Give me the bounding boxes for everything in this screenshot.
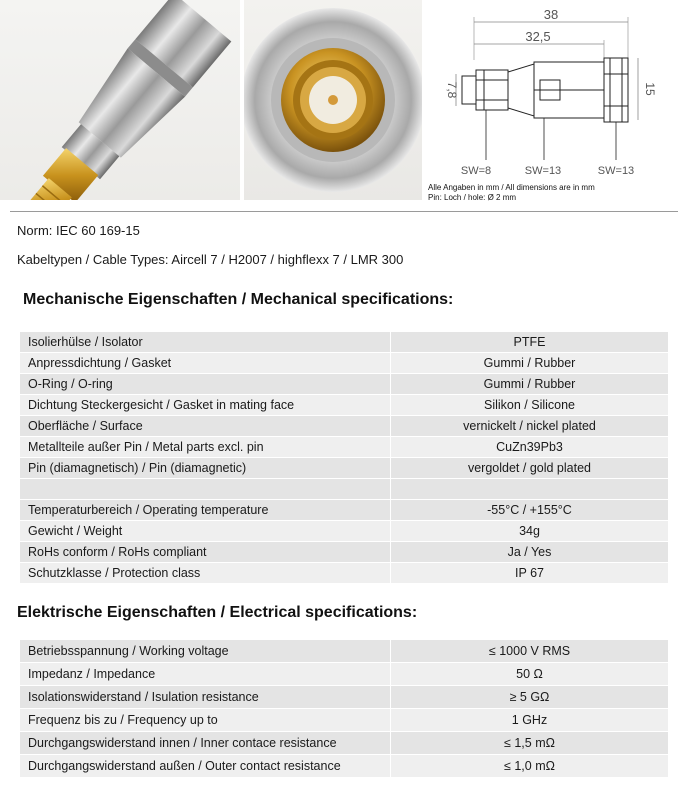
- spec-key: Metallteile außer Pin / Metal parts excl. pin: [20, 437, 391, 458]
- table-row: [20, 542, 669, 563]
- cable-types-text: Kabeltypen / Cable Types: Aircell 7 / H2007 / highflexx 7 / LMR 300: [17, 252, 404, 267]
- spec-key: Pin (diamagnetisch) / Pin (diamagnetic): [20, 458, 391, 479]
- spec-value: PTFE: [391, 332, 669, 353]
- table-row: [20, 755, 669, 778]
- sw-label-1: SW=8: [460, 165, 492, 177]
- spec-value: Gummi / Rubber: [391, 374, 669, 395]
- dimension-drawing: [426, 0, 686, 210]
- table-row: [20, 374, 669, 395]
- sw-label-3: SW=13: [597, 165, 635, 177]
- spec-value: -55°C / +155°C: [391, 500, 669, 521]
- table-row: [20, 458, 669, 479]
- spec-value: Silikon / Silicone: [391, 395, 669, 416]
- spec-value: 1 GHz: [391, 709, 669, 732]
- spec-value: CuZn39Pb3: [391, 437, 669, 458]
- table-row-blank: [20, 479, 669, 500]
- spec-key: Dichtung Steckergesicht / Gasket in mating face: [20, 395, 391, 416]
- electrical-spec-table: [19, 639, 669, 778]
- table-row: [20, 437, 669, 458]
- dim-height-left: 7,8: [445, 81, 459, 99]
- spec-key: RoHs conform / RoHs compliant: [20, 542, 391, 563]
- spec-value: [391, 479, 669, 500]
- spec-value: ≤ 1000 V RMS: [391, 640, 669, 663]
- drawing-caption-pin: Pin: Loch / hole: Ø 2 mm: [428, 193, 517, 202]
- spec-value: ≤ 1,5 mΩ: [391, 732, 669, 755]
- spec-key: Temperaturbereich / Operating temperature: [20, 500, 391, 521]
- spec-key: Isolationswiderstand / Isulation resistance: [20, 686, 391, 709]
- spec-key: Betriebsspannung / Working voltage: [20, 640, 391, 663]
- spec-value: Ja / Yes: [391, 542, 669, 563]
- drawing-caption-units: Alle Angaben in mm / All dimensions are in mm: [428, 183, 595, 192]
- spec-value: Gummi / Rubber: [391, 353, 669, 374]
- mechanical-spec-table: [19, 331, 669, 584]
- dim-height-right: 15: [643, 82, 657, 96]
- table-row: [20, 663, 669, 686]
- dim-overall: 38: [543, 7, 559, 22]
- norm-text: Norm: IEC 60 169-15: [17, 223, 140, 238]
- spec-value: ≤ 1,0 mΩ: [391, 755, 669, 778]
- connector-side-photo: [0, 0, 240, 200]
- spec-value: vernickelt / nickel plated: [391, 416, 669, 437]
- spec-key: Durchgangswiderstand innen / Inner contace resistance: [20, 732, 391, 755]
- spec-value: 50 Ω: [391, 663, 669, 686]
- spec-key: Anpressdichtung / Gasket: [20, 353, 391, 374]
- spec-value: IP 67: [391, 563, 669, 584]
- spec-value: vergoldet / gold plated: [391, 458, 669, 479]
- spec-key: Frequenz bis zu / Frequency up to: [20, 709, 391, 732]
- table-row: [20, 686, 669, 709]
- spec-value: 34g: [391, 521, 669, 542]
- electrical-title: Elektrische Eigenschaften / Electrical specifications:: [17, 604, 418, 621]
- table-row: [20, 395, 669, 416]
- table-row: [20, 500, 669, 521]
- divider: [10, 211, 678, 212]
- table-row: [20, 640, 669, 663]
- spec-key: O-Ring / O-ring: [20, 374, 391, 395]
- spec-key: [20, 479, 391, 500]
- connector-front-photo: [244, 0, 422, 200]
- mechanical-title: Mechanische Eigenschaften / Mechanical specifications:: [23, 291, 454, 308]
- spec-key: Gewicht / Weight: [20, 521, 391, 542]
- spec-key: Impedanz / Impedance: [20, 663, 391, 686]
- table-row: [20, 563, 669, 584]
- dim-body: 32,5: [525, 29, 551, 44]
- table-row: [20, 416, 669, 437]
- sw-label-2: SW=13: [524, 165, 562, 177]
- spec-key: Schutzklasse / Protection class: [20, 563, 391, 584]
- table-row: [20, 353, 669, 374]
- spec-key: Oberfläche / Surface: [20, 416, 391, 437]
- table-row: [20, 709, 669, 732]
- spec-key: Isolierhülse / Isolator: [20, 332, 391, 353]
- spec-value: ≥ 5 GΩ: [391, 686, 669, 709]
- table-row: [20, 732, 669, 755]
- table-row: [20, 521, 669, 542]
- table-row: [20, 332, 669, 353]
- spec-key: Durchgangswiderstand außen / Outer contact resistance: [20, 755, 391, 778]
